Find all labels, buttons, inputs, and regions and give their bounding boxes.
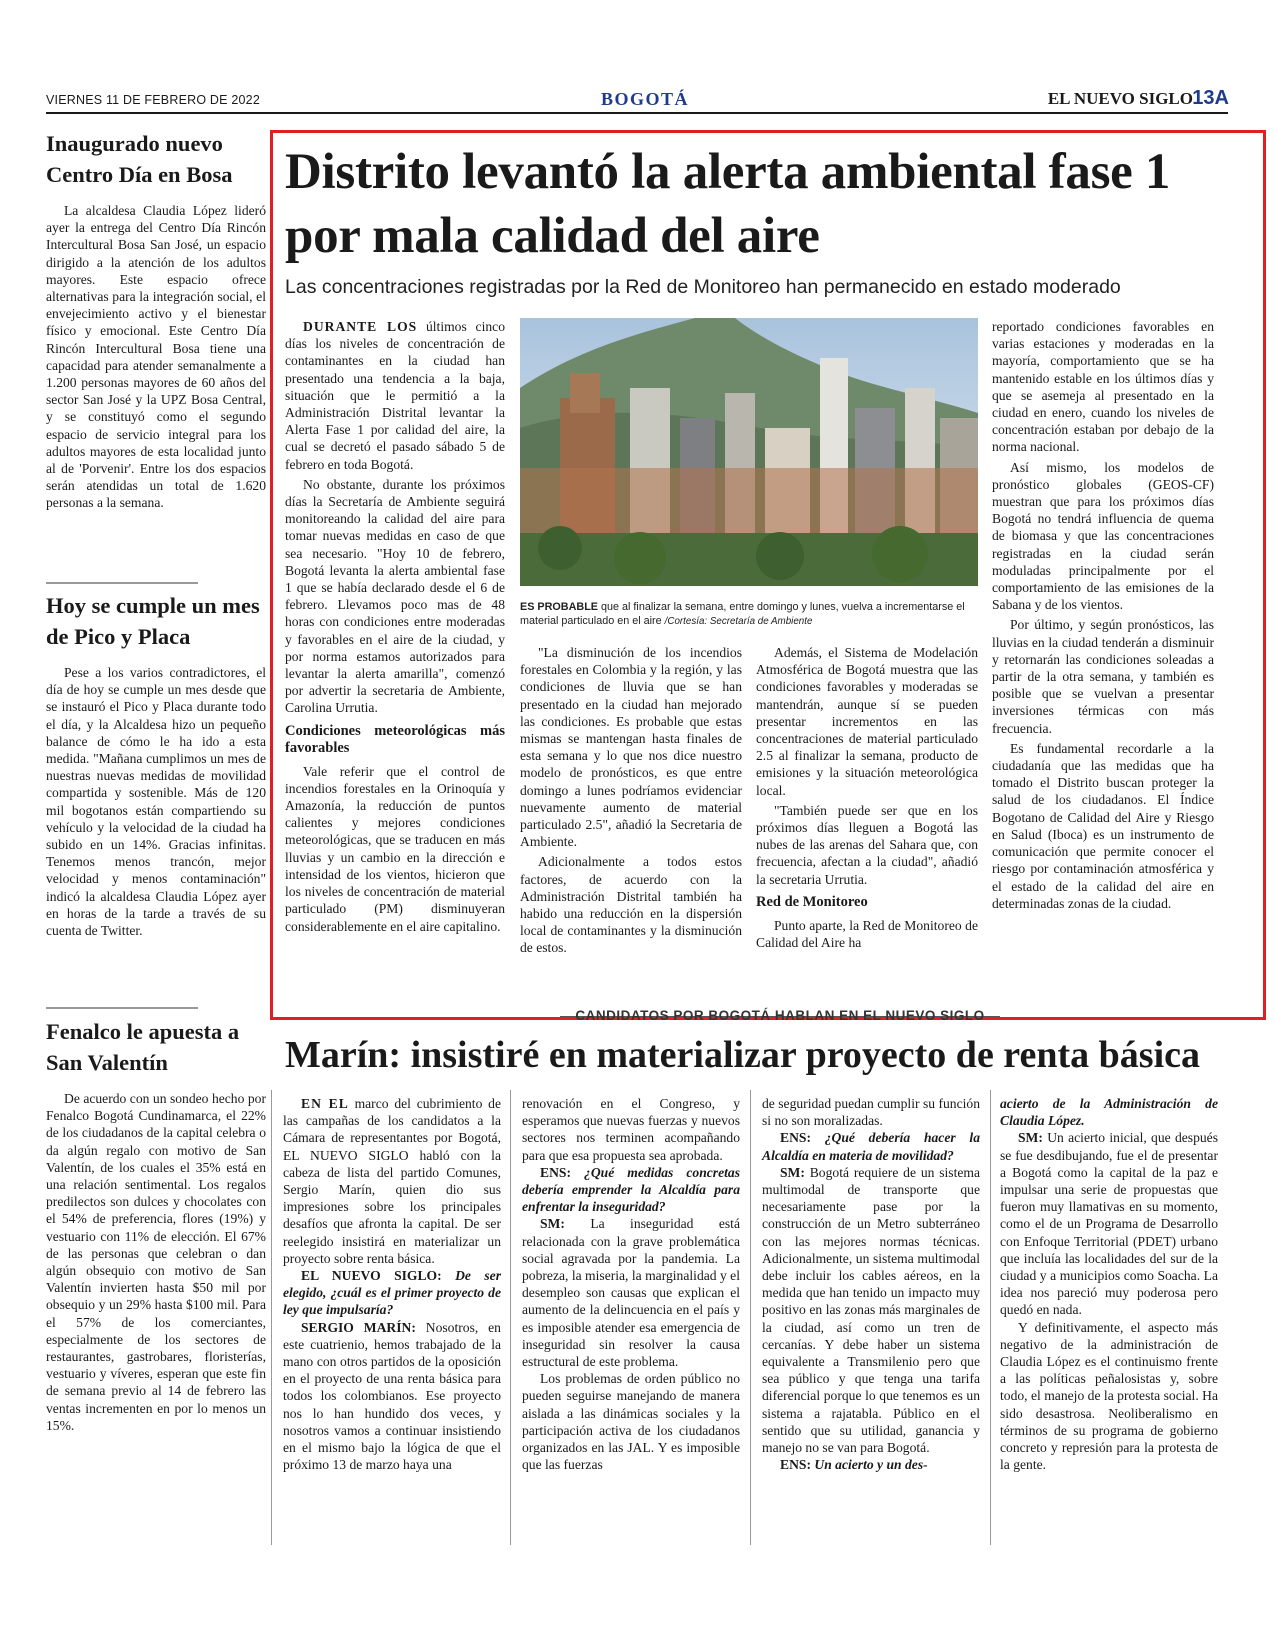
feature-paragraph: DURANTE LOS últimos cinco días los niveles de concentración de contaminantes en la ciudad han presentado una tendencia a la baja, situación que le permitió a la Administración Distrital levantar la Alerta Fase 1 por calidad del aire, la cual se decretó el pasado sábado 5 de febrero en toda Bogotá. <box>285 319 505 472</box>
feature-paragraph: "También puede ser que en los próximos días lleguen a Bogotá las nubes de las arenas del Sahara que, con frecuencia, afectan a la ciudad", añadió la secretaria Urrutia. <box>756 802 978 887</box>
interview-question: ENS: ¿Qué debería hacer la Alcaldía en materia de movilidad? <box>762 1130 980 1163</box>
feature-paragraph: Además, el Sistema de Modelación Atmosférica de Bogotá muestra que las condiciones favorables y moderadas se mantendrán, aunque sí se pueden presentar incrementos en las concentraciones de material particulado 2.5 al finalizar la semana, producto de emisiones y la situación meteorológica local. <box>756 645 978 798</box>
sidebar-story-title: Inaugurado nuevo Centro Día en Bosa <box>46 131 233 187</box>
feature-headline: Distrito levantó la alerta ambiental fase 1 por mala calidad del aire <box>285 144 1171 264</box>
interview-answer: SM: Bogotá requiere de un sistema multimodal de transporte que necesariamente pase por la construcción de un Metro subterráneo con las mejores normas técnicas. Adicionalmente, un sistema multimodal debe incluir los cables aéreos, en la medida que han tenido un impacto muy positivo en las zonas más marginales de la ciudad, así como un tren de cercanías. Y debe haber un sistema equivalente a Transmilenio pero que sea público y que tenga una tarifa diferencial porque lo que tenemos es un sistema a rajatabla. Público en el sentido que su utilidad, ganancia y manejo no se van para Bogotá. <box>762 1164 980 1456</box>
page-number: 13A <box>1192 87 1229 109</box>
interview-paragraph: EN EL marco del cubrimiento de las campañas de los candidatos a la Cámara de representantes por Bogotá, EL NUEVO SIGLO habló con la cabeza de lista del partido Comunes, Sergio Marín, quien dio sus impresiones sobre los principales desafíos que afronta la capital. De ser reelegido insistirá en materializar un proyecto sobre renta básica. <box>283 1096 501 1266</box>
interview-paragraph: Y definitivamente, el aspecto más negativo de la administración de Claudia López es el continuismo frente a las políticas peñalosistas y, sobre todo, el manejo de la protesta social. Ha sido desastrosa. Neoliberalismo en términos de su programa de gobierno concreto y represión para la protesta de la gente. <box>1000 1319 1218 1473</box>
interview-column-2 <box>522 1095 740 1473</box>
feature-paragraph: No obstante, durante los próximos días la Secretaría de Ambiente seguirá monitoreando la calidad del aire para tomar nuevas medidas en caso de que sea necesario. "Hoy 10 de febrero, Bogotá levanta la alerta ambiental fase 1 que se había declarado desde el 6 de febrero. Llevamos poco mas de 48 horas con condiciones entre moderadas y favorables en el aire de la ciudad, y por norma estamos autorizados para levantar la alerta amarilla", comenzó por advertir la secretaria de Ambiente, Carolina Urrutia. <box>285 476 505 716</box>
section-title: BOGOTÁ <box>600 89 689 109</box>
interview-answer: SM: Un acierto inicial, que después se fue desdibujando, fue el de presentar a Bogotá como la capital de la paz e impulsar una serie de propuestas que fueron muy llamativas en su momento, como el de un Programa de Desarrollo con Enfoque Territorial (PDET) urbano que incluía las localidades del sur de la ciudad y a municipios como Soacha. La idea nos pareció muy poderosa pero quedó en nada. <box>1000 1130 1218 1318</box>
feature-paragraph: Adicionalmente a todos estos factores, de acuerdo con la Administración Distrital también ha habido una reducción en la dispersión local de contaminantes y la disminución de estos. <box>520 854 742 956</box>
sidebar-story-title: Hoy se cumple un mes de Pico y Placa <box>46 593 260 649</box>
sidebar-story-2 <box>46 590 266 939</box>
sidebar-story-1 <box>46 128 266 512</box>
interview-column-1 <box>283 1095 501 1473</box>
sidebar-divider <box>46 582 198 584</box>
interview-question: ENS: Un acierto y un des- <box>780 1457 928 1473</box>
feature-subhead: Red de Monitoreo <box>756 893 868 910</box>
sidebar-divider <box>46 1007 198 1009</box>
feature-paragraph: reportado condiciones favorables en varias estaciones y moderadas en la mayoría, comportamiento que se ha mantenido estable en los últimos días y que se asemeja al presentado en la ciudad en enero, cuando los niveles de concentración estaban por debajo de la norma nacional. <box>992 319 1214 455</box>
column-divider <box>750 1090 751 1545</box>
feature-paragraph: Así mismo, los modelos de pronóstico globales (GEOS-CF) muestran que para los próximos días Bogotá no tendrá influencia de quema de biomasa y que las concentraciones registradas en la ciudad serán moduladas principalmente por el comportamiento de las emisiones de la Sabana y de los vientos. <box>992 459 1214 613</box>
feature-column-1 <box>285 318 505 938</box>
lead-in: DURANTE LOS <box>303 319 418 334</box>
column-divider <box>510 1090 511 1545</box>
feature-subhead: Condiciones meteorológicas más favorables <box>285 722 505 756</box>
edition-date: VIERNES 11 DE FEBRERO DE 2022 <box>46 93 260 107</box>
interview-headline: Marín: insistiré en materializar proyecto de renta básica <box>285 1034 1200 1076</box>
feature-column-4 <box>992 318 1214 915</box>
interview-column-4 <box>1000 1095 1218 1473</box>
interview-paragraph: de seguridad puedan cumplir su función si no son moralizadas. <box>762 1096 980 1129</box>
feature-paragraph: "La disminución de los incendios forestales en Colombia y la región, y las condiciones de lluvia que se han presentado en la ciudad han mejorado las condiciones. Es probable que estas mismas se mantengan hasta finales de esta semana y lo que nos dice nuestro modelo de pronósticos, es que entre domingo a lunes podríamos evidenciar nuevamente aumento de material particulado 2.5", añadió la Secretaria de Ambiente. <box>520 645 742 850</box>
interview-paragraph: renovación en el Congreso, y esperamos que nuevas fuerzas y nuevos sectores nos terminen acompañando para que esa propuesta sea aprobada. <box>522 1096 740 1163</box>
sidebar-story-body: De acuerdo con un sondeo hecho por Fenalco Bogotá Cundinamarca, el 22% de los ciudadanos de la capital celebra o da algún regalo con motivo de San Valentín, de los cuales el 35% está en una relación sentimental. Los regalos predilectos son dulces y chocolates con el 54% de preferencia, flores (19%) y vestuario con 11% de elección. El 67% de las personas que celebran o dan algún obsequio con motivo de San Valentín invierten hasta $50 mil por obsequio y un 29% hasta $100 mil. Para el 57% de los comerciantes, especialmente de los sectores de restaurantes, gastrobares, floristerías, vestuario y víveres, esperan que este fin de semana previo al 14 de febrero las ventas incrementen en por lo menos un 15%. <box>46 1091 266 1433</box>
interview-answer: SERGIO MARÍN: Nosotros, en este cuatrienio, hemos trabajado de la mano con otros partidos de la oposición en el proyecto de una renta básica para todos los colombianos. Ese proyecto nos lo han hundido dos veces, y nosotros vamos a continuar insistiendo en el mismo bajo la lógica de que el próximo 13 de marzo haya una <box>283 1319 501 1473</box>
interview-question: acierto de la Administración de Claudia López. <box>1000 1096 1218 1129</box>
feature-column-3 <box>756 644 978 954</box>
photo-credit: /Cortesía: Secretaría de Ambiente <box>664 616 813 627</box>
feature-paragraph: Por último, y según pronósticos, las lluvias en la ciudad tenderán a disminuir y retornarán las condiciones soleadas a partir de la otra semana, y también es posible que se vuelvan a presentar inversiones térmicas con más frecuencia. <box>992 617 1214 736</box>
interview-question: EL NUEVO SIGLO: De ser elegido, ¿cuál es el primer proyecto de ley que impulsaría? <box>283 1268 502 1318</box>
sidebar-story-body: Pese a los varios contradictores, el día de hoy se cumple un mes desde que se instauró el Pico y Placa durante todo el día, y la Alcaldesa hizo un pequeño balance de cómo le ha ido a esta medida. "Mañana cumplimos un mes de nuestras nuevas medidas de movilidad compartida y sostenible. Más de 120 mil bogotanos están compartiendo su vehículo y la velocidad de la ciudad ha subido en un 14%. Gracias infinitas. Tenemos menos trancón, mejor velocidad y menos contaminación" indicó la alcaldesa Claudia López ayer en horas de la tarde a través de su cuenta de Twitter. <box>46 665 266 939</box>
sidebar-story-title: Fenalco le apuesta a San Valentín <box>46 1019 240 1075</box>
column-divider <box>271 1090 272 1545</box>
sidebar-story-body: La alcaldesa Claudia López lideró ayer la entrega del Centro Día Rincón Intercultural Bosa San José, un espacio dirigido a la atención de los adultos mayores. Este espacio ofrece alternativas para la integración social, el envejecimiento activo y el bienestar físico y emocional. Este Centro Día Rincón Intercultural Bosa tiene una capacidad para atender semanalmente a 1.200 personas mayores de 60 años del sector San José y la UPZ Bosa Central, y se constituyó como el segundo espacio de servicio integral para los adultos mayores de esta localidad junto al de 'Porvenir'. Entre los dos espacios serán atendidas un total de 1.620 personas a la semana. <box>46 203 266 511</box>
interview-column-3 <box>762 1095 980 1473</box>
sidebar-story-3 <box>46 1016 266 1434</box>
city-skyline-photo <box>520 318 978 586</box>
interview-question: ENS: ¿Qué medidas concretas debería emprender la Alcaldía para enfrentar la inseguridad? <box>522 1164 740 1215</box>
feature-paragraph: Punto aparte, la Red de Monitoreo de Calidad del Aire ha <box>756 917 978 951</box>
interview-kicker: CANDIDATOS POR BOGOTÁ HABLAN EN EL NUEVO SIGLO <box>575 1008 985 1023</box>
photo-caption: ES PROBABLE que al finalizar la semana, entre domingo y lunes, vuelva a incrementarse el material particulado en el aire /Cortesía: Secretaría de Ambiente <box>520 601 965 627</box>
feature-subheadline: Las concentraciones registradas por la Red de Monitoreo han permanecido en estado moderado <box>285 276 1121 298</box>
feature-paragraph: Es fundamental recordarle a la ciudadanía que las medidas que ha tomado el Distrito buscan proteger la salud de los ciudadanos. El Índice Bogotano de Calidad del Aire y Riesgo en Salud (Iboca) es un instrumento de comunicación que permite conocer el riesgo por contaminación atmosférica y el estado de la calidad del aire en determinadas zonas de la ciudad. <box>992 740 1214 911</box>
interview-paragraph: Los problemas de orden público no pueden seguirse manejando de manera aislada a las dinámicas sociales y la participación activa de los ciudadanos organizados en las JAL. Y es imposible que las fuerzas <box>522 1371 740 1473</box>
newspaper-brand: EL NUEVO SIGLO <box>1047 89 1193 108</box>
interview-answer: SM: La inseguridad está relacionada con la grave problemática social agravada por la pandemia. La pobreza, la miseria, la marginalidad y el desempleo son causas que explican el aumento de la delincuencia en el país y es imposible atender esa emergencia de inseguridad sin resolver la causa estructural de este problema. <box>522 1216 740 1370</box>
header-rule <box>46 112 1228 114</box>
feature-paragraph: Vale referir que el control de incendios forestales en la Orinoquía y Amazonía, la reducción de puntos calientes y mejores condiciones meteorológicas, que se traducen en más lluvias y un cambio en la dirección e intensidad de los vientos, hicieron que los niveles de concentración de material particulado (PM) disminuyeran considerablemente en el aire capitalino. <box>285 763 505 934</box>
feature-column-2 <box>520 644 742 960</box>
column-divider <box>990 1090 991 1545</box>
